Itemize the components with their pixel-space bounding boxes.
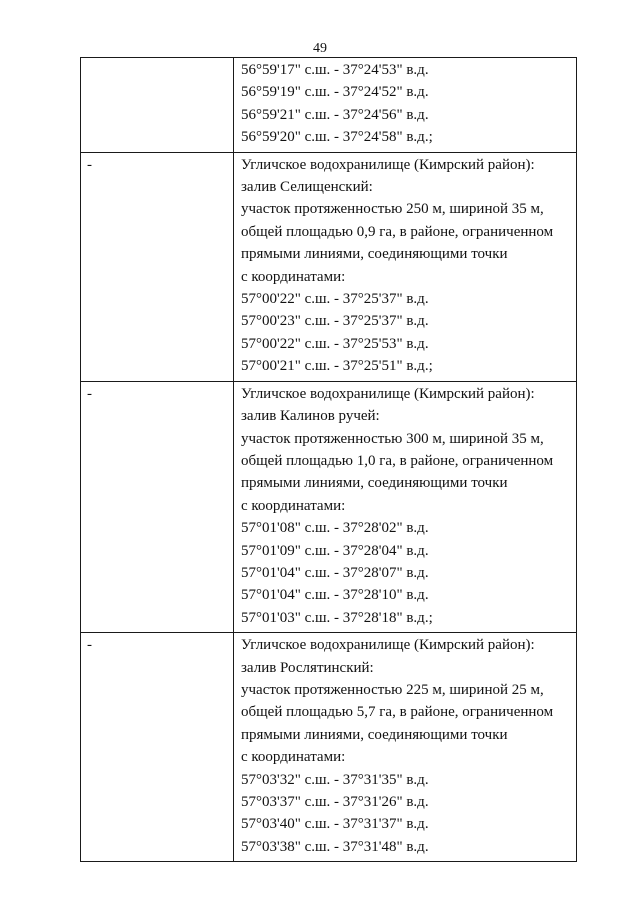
row-marker-cell [81, 633, 234, 862]
description-line: с координатами: [241, 268, 346, 285]
coordinate-line: 56°59'17" с.ш. - 37°24'53" в.д. [241, 62, 429, 78]
coordinates-table [80, 57, 577, 862]
bay-name-line: залив Калинов ручей: [241, 408, 380, 425]
row-marker: - [87, 637, 92, 654]
row-text-cell [234, 381, 577, 632]
bay-name-line: залив Селищенский: [241, 179, 373, 196]
description-line: участок протяженностью 225 м, шириной 25 м, [241, 681, 544, 698]
description-line: общей площадью 0,9 га, в районе, ограниченном [241, 223, 554, 240]
description-line: с координатами: [241, 749, 346, 766]
row-marker-cell [81, 381, 234, 632]
coordinate-line: 57°03'38" с.ш. - 37°31'48" в.д. [241, 838, 429, 855]
row-text-cell [234, 633, 577, 862]
coordinate-line: 56°59'21" с.ш. - 37°24'56" в.д. [241, 106, 429, 123]
reservoir-line: Угличское водохранилище (Кимрский район): [241, 637, 535, 654]
coordinate-line: 57°01'04" с.ш. - 37°28'10" в.д. [241, 587, 429, 604]
description-line: общей площадью 5,7 га, в районе, ограниченном [241, 704, 554, 721]
description-line: участок протяженностью 300 м, шириной 35 м, [241, 430, 544, 447]
description-line: с координатами: [241, 497, 346, 514]
description-line: прямыми линиями, соединяющими точки [241, 475, 508, 492]
row-marker-cell [81, 152, 234, 381]
coordinate-line: 57°00'23" с.ш. - 37°25'37" в.д. [241, 313, 429, 330]
coordinate-line: 57°01'09" с.ш. - 37°28'04" в.д. [241, 542, 429, 559]
table-row [81, 152, 577, 381]
coordinate-line: 57°00'22" с.ш. - 37°25'37" в.д. [241, 291, 429, 308]
table-row [81, 58, 577, 153]
coordinate-line: 57°03'40" с.ш. - 37°31'37" в.д. [241, 816, 429, 833]
bay-name-line: залив Рослятинский: [241, 659, 374, 676]
reservoir-line: Угличское водохранилище (Кимрский район): [241, 156, 535, 173]
description-line: прямыми линиями, соединяющими точки [241, 726, 508, 743]
coordinate-line: 57°01'04" с.ш. - 37°28'07" в.д. [241, 564, 429, 581]
coordinate-line: 57°03'37" с.ш. - 37°31'26" в.д. [241, 794, 429, 810]
row-text-cell [234, 152, 577, 381]
row-marker: - [87, 156, 92, 173]
coordinate-line: 57°01'03" с.ш. - 37°28'18" в.д.; [241, 609, 433, 626]
description-line: участок протяженностью 250 м, шириной 35 м, [241, 201, 544, 218]
coordinate-line: 57°01'08" с.ш. - 37°28'02" в.д. [241, 520, 429, 537]
row-marker: - [87, 385, 92, 402]
coordinate-line: 56°59'19" с.ш. - 37°24'52" в.д. [241, 84, 429, 101]
coordinate-line: 56°59'20" с.ш. - 37°24'58" в.д.; [241, 129, 433, 146]
row-text-cell [234, 58, 577, 153]
coordinate-line: 57°03'32" с.ш. - 37°31'35" в.д. [241, 771, 429, 788]
table-row [81, 633, 577, 862]
row-marker-cell [81, 58, 234, 153]
description-line: прямыми линиями, соединяющими точки [241, 246, 508, 263]
coordinate-line: 57°00'21" с.ш. - 37°25'51" в.д.; [241, 358, 433, 375]
table-row [81, 381, 577, 632]
page-number: 49 [313, 41, 327, 56]
description-line: общей площадью 1,0 га, в районе, ограниченном [241, 452, 554, 469]
reservoir-line: Угличское водохранилище (Кимрский район): [241, 385, 535, 402]
row-marker [81, 58, 233, 59]
coordinate-line: 57°00'22" с.ш. - 37°25'53" в.д. [241, 335, 429, 352]
